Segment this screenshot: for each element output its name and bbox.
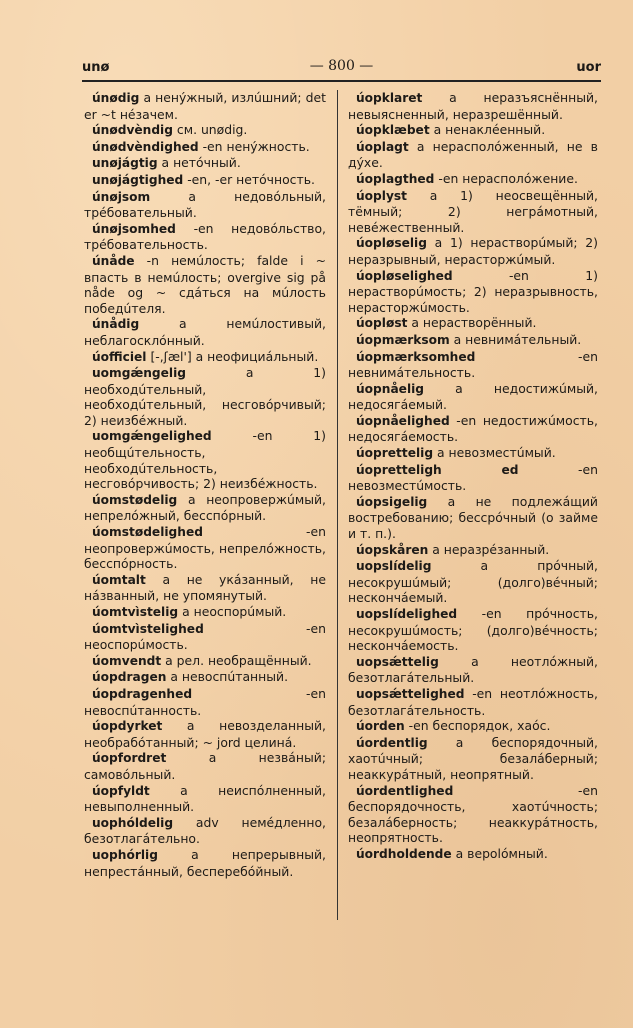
column-divider <box>337 90 338 920</box>
entry-headword: únådig <box>92 317 140 332</box>
entry-headword: úomstødelig <box>92 492 178 507</box>
page-header <box>82 58 601 82</box>
dictionary-entry <box>84 572 326 604</box>
entry-headword: úopdragen <box>92 670 167 685</box>
entry-definition: a нерасполóженный, не в дýхе. <box>348 138 598 171</box>
entry-definition: a невоспúтанный. <box>166 669 289 685</box>
entry-headword: úopdragenhed <box>92 686 193 701</box>
entry-definition: a верolóмный. <box>451 845 548 861</box>
dictionary-entry <box>84 349 326 366</box>
dictionary-entry <box>84 155 326 172</box>
dictionary-entry <box>84 718 326 750</box>
dictionary-entry <box>84 253 326 316</box>
dictionary-entry <box>348 494 598 542</box>
entry-headword: úoprettelig <box>356 446 434 461</box>
entry-headword: úomtvìstelighed <box>92 621 204 636</box>
entry-definition: a невозделанный, необрабóтанный; ~ jord целинá. <box>84 718 326 750</box>
entry-headword: úopsigelig <box>356 494 428 509</box>
page-number: — 800 — <box>309 58 374 74</box>
entry-headword: úopløselig <box>356 236 427 251</box>
dictionary-entry <box>84 524 326 572</box>
entry-headword: úoplagthed <box>356 171 435 186</box>
left-column <box>84 90 326 879</box>
entry-headword: únøjsom <box>92 189 151 204</box>
entry-definition: a 1) нерастворúмый; 2) неразрывный, нерасторжúмый. <box>348 235 598 267</box>
dictionary-entry <box>84 122 326 139</box>
entry-definition: a неотлóжный, безотлагáтельный. <box>348 653 598 686</box>
entry-headword: unøjágtig <box>92 156 158 171</box>
entry-headword: uophórlig <box>92 847 158 862</box>
entry-definition: a недостижúмый, недосягáемый. <box>348 380 598 413</box>
dictionary-entry <box>348 332 598 349</box>
entry-headword: úopklaret <box>356 91 423 105</box>
entry-definition: a беспорядочный, хаотúчный; безалáберный; неаккурáтный, неопрятный. <box>348 734 598 782</box>
entry-headword: uopsǽttelighed <box>356 686 465 701</box>
entry-definition: [-,ʃæl'] a неофициáльный. <box>146 348 319 364</box>
dictionary-entry <box>348 846 598 863</box>
dictionary-entry <box>348 783 598 846</box>
entry-definition: a 1) неосвещённый, тёмный; 2) негрáмотный, невéжественный. <box>348 187 598 235</box>
entry-definition: -en невозместúмость. <box>348 461 598 494</box>
entry-definition: -en невнимáтельность. <box>348 348 598 381</box>
entry-definition: a нерастворённый. <box>407 315 537 331</box>
entry-definition: -n немúлость; falde i ~ впасть в немúлость; overgive sig på nåde og ~ сдáться на мúлость победúтеля. <box>84 252 326 316</box>
entry-headword: úopnåelig <box>356 381 425 396</box>
entry-definition: -en 1) необщúтельность, необходúтельность, несговóрчивость; 2) неизбéжность. <box>84 428 326 492</box>
dictionary-entry <box>84 172 326 189</box>
dictionary-entry <box>84 847 326 879</box>
dictionary-entry <box>348 413 598 445</box>
dictionary-entry <box>348 606 598 654</box>
entry-headword: úomstødelighed <box>92 525 203 540</box>
dictionary-entry <box>84 139 326 156</box>
entry-headword: úordentlig <box>356 735 428 750</box>
dictionary-entry <box>348 122 598 139</box>
entry-headword: úopdyrket <box>92 719 163 734</box>
dictionary-entry <box>84 653 326 670</box>
dictionary-entry <box>84 815 326 847</box>
entry-definition: -en недовóльство, трéбовательность. <box>84 220 326 253</box>
entry-headword: únåde <box>92 253 135 268</box>
dictionary-entry <box>348 735 598 783</box>
entry-headword: úopmærksomhed <box>356 349 476 364</box>
entry-definition: a неразрéзанный. <box>428 541 550 557</box>
dictionary-entry <box>84 686 326 718</box>
dictionary-entry <box>84 189 326 221</box>
entry-definition: -en ненýжность. <box>198 138 310 154</box>
entry-definition: -en неотлóжность, безотлагáтельность. <box>348 685 598 718</box>
dictionary-entry <box>84 669 326 686</box>
dictionary-entry <box>348 381 598 413</box>
entry-definition: a немúлостивый, неблагосклóнный. <box>84 316 326 348</box>
entry-definition: a неиспóлненный, невыполненный. <box>84 782 326 815</box>
entry-headword: úordholdende <box>356 846 452 861</box>
dictionary-entry <box>348 558 598 606</box>
dictionary-entry <box>84 221 326 253</box>
entry-definition: -en беспорядочность, хаотúчность; безалáберность; неаккурáтность, неопрятность. <box>348 782 598 846</box>
entry-headword: úopmærksom <box>356 332 450 347</box>
entry-definition: a не укáзанный, не нáзванный, не упомянутый. <box>84 571 326 604</box>
entry-definition: a ненýжный, излúшний; det er ~t нéзачем. <box>84 90 326 122</box>
entry-headword: úordentlighed <box>356 783 454 798</box>
entry-headword: uomgǽngelig <box>92 366 186 381</box>
dictionary-entry <box>84 316 326 348</box>
right-guide-word: uor <box>576 60 601 75</box>
entry-definition: a неоспорúмый. <box>178 604 287 619</box>
dictionary-entry <box>84 90 326 122</box>
left-guide-word: unø <box>82 60 110 75</box>
entry-definition: adv немéдленно, безотлагáтельно. <box>84 814 326 847</box>
dictionary-entry <box>348 349 598 381</box>
entry-definition: a рел. необращённый. <box>161 652 312 668</box>
entry-headword: úopløselighed <box>356 268 453 283</box>
entry-definition: a ненаклéенный. <box>429 122 546 138</box>
dictionary-entry <box>84 750 326 782</box>
entry-headword: úopretteligh ed <box>356 462 519 477</box>
entry-definition: -en недостижúмость, недосягáемость. <box>348 412 598 445</box>
entry-definition: a неопровержúмый, непрелóжный, бесспóрный. <box>84 491 326 524</box>
dictionary-entry <box>84 783 326 815</box>
entry-headword: úopskåren <box>356 542 429 557</box>
entry-headword: unøjágtighed <box>92 172 184 187</box>
dictionary-entry <box>348 268 598 316</box>
dictionary-entry <box>84 428 326 491</box>
entry-headword: únødig <box>92 91 140 105</box>
entry-headword: uophóldelig <box>92 815 174 830</box>
dictionary-entry <box>84 365 326 428</box>
entry-definition: -en 1) нерастворúмость; 2) неразрывность, нерасторжúмость. <box>348 267 598 315</box>
entry-headword: únødvèndig <box>92 123 173 138</box>
dictionary-entry <box>348 718 598 735</box>
entry-headword: úopløst <box>356 316 408 331</box>
entry-definition: a нетóчный. <box>157 155 241 171</box>
entry-definition: -en беспорядок, хаóс. <box>404 718 551 734</box>
entry-definition: a прóчный, несокрушúмый; (долго)вéчный; нескончáемый. <box>348 558 598 606</box>
entry-definition: a 1) необходúтельный, необходúтельный, несговóрчивый; 2) неизбéжный. <box>84 365 326 428</box>
entry-definition: a не подлежáщий востребованию; бессрóчный (о займе и т. п.). <box>348 493 598 542</box>
entry-headword: uomgǽngelighed <box>92 429 212 444</box>
dictionary-entry <box>348 235 598 267</box>
dictionary-entry <box>348 139 598 171</box>
dictionary-entry <box>84 621 326 653</box>
right-column <box>348 90 598 863</box>
entry-definition: -en неоспорúмость. <box>84 620 326 653</box>
dictionary-entry <box>348 462 598 494</box>
entry-definition: -en нерасполóжение. <box>434 170 578 186</box>
entry-headword: úoplyst <box>356 188 407 203</box>
entry-headword: úorden <box>356 719 405 734</box>
entry-definition: a недовóльный, трéбовательный. <box>84 188 326 221</box>
entry-definition: см. unødig. <box>172 122 248 138</box>
entry-headword: úofficiel <box>92 349 147 364</box>
dictionary-entry <box>348 686 598 718</box>
dictionary-entry <box>348 542 598 559</box>
dictionary-entry <box>348 315 598 332</box>
entry-definition: -en, -er нетóчность. <box>183 171 315 187</box>
entry-definition: a неразъяснённый, невыясненный, неразрешённый. <box>348 90 598 122</box>
dictionary-entry <box>348 171 598 188</box>
dictionary-entry <box>348 90 598 122</box>
dictionary-entry <box>84 492 326 524</box>
entry-headword: únøjsomhed <box>92 221 176 236</box>
entry-headword: uopslídelig <box>356 559 432 574</box>
entry-definition: a непрерывный, непрестáнный, бесперебóйный. <box>84 846 326 879</box>
entry-definition: -en неопровержúмость, непрелóжность, бесспóрность. <box>84 524 326 572</box>
entry-definition: a невозместúмый. <box>433 445 556 461</box>
entry-headword: úopnåelighed <box>356 413 450 428</box>
dictionary-entry <box>348 445 598 462</box>
entry-headword: úomvendt <box>92 653 162 668</box>
entry-headword: uopsǽttelig <box>356 654 439 669</box>
entry-headword: úopfyldt <box>92 783 150 798</box>
entry-headword: úomtvìstelig <box>92 605 179 619</box>
entry-definition: -en невоспúтанность. <box>84 685 326 718</box>
dictionary-entry <box>348 654 598 686</box>
entry-headword: uopslídelighed <box>356 607 458 621</box>
entry-headword: únødvèndighed <box>92 139 199 154</box>
entry-definition: a незвáный; самовóльный. <box>84 750 326 782</box>
entry-headword: úomtalt <box>92 572 146 587</box>
entry-headword: úopklæbet <box>356 123 430 138</box>
entry-definition: -en прóчность, несокрушúмость; (долго)вéчность; нескончáемость. <box>348 606 598 654</box>
entry-headword: úoplagt <box>356 139 409 154</box>
dictionary-entry <box>348 188 598 236</box>
entry-definition: a невнимáтельный. <box>449 331 582 347</box>
dictionary-entry <box>84 604 326 621</box>
entry-headword: úopfordret <box>92 751 167 766</box>
